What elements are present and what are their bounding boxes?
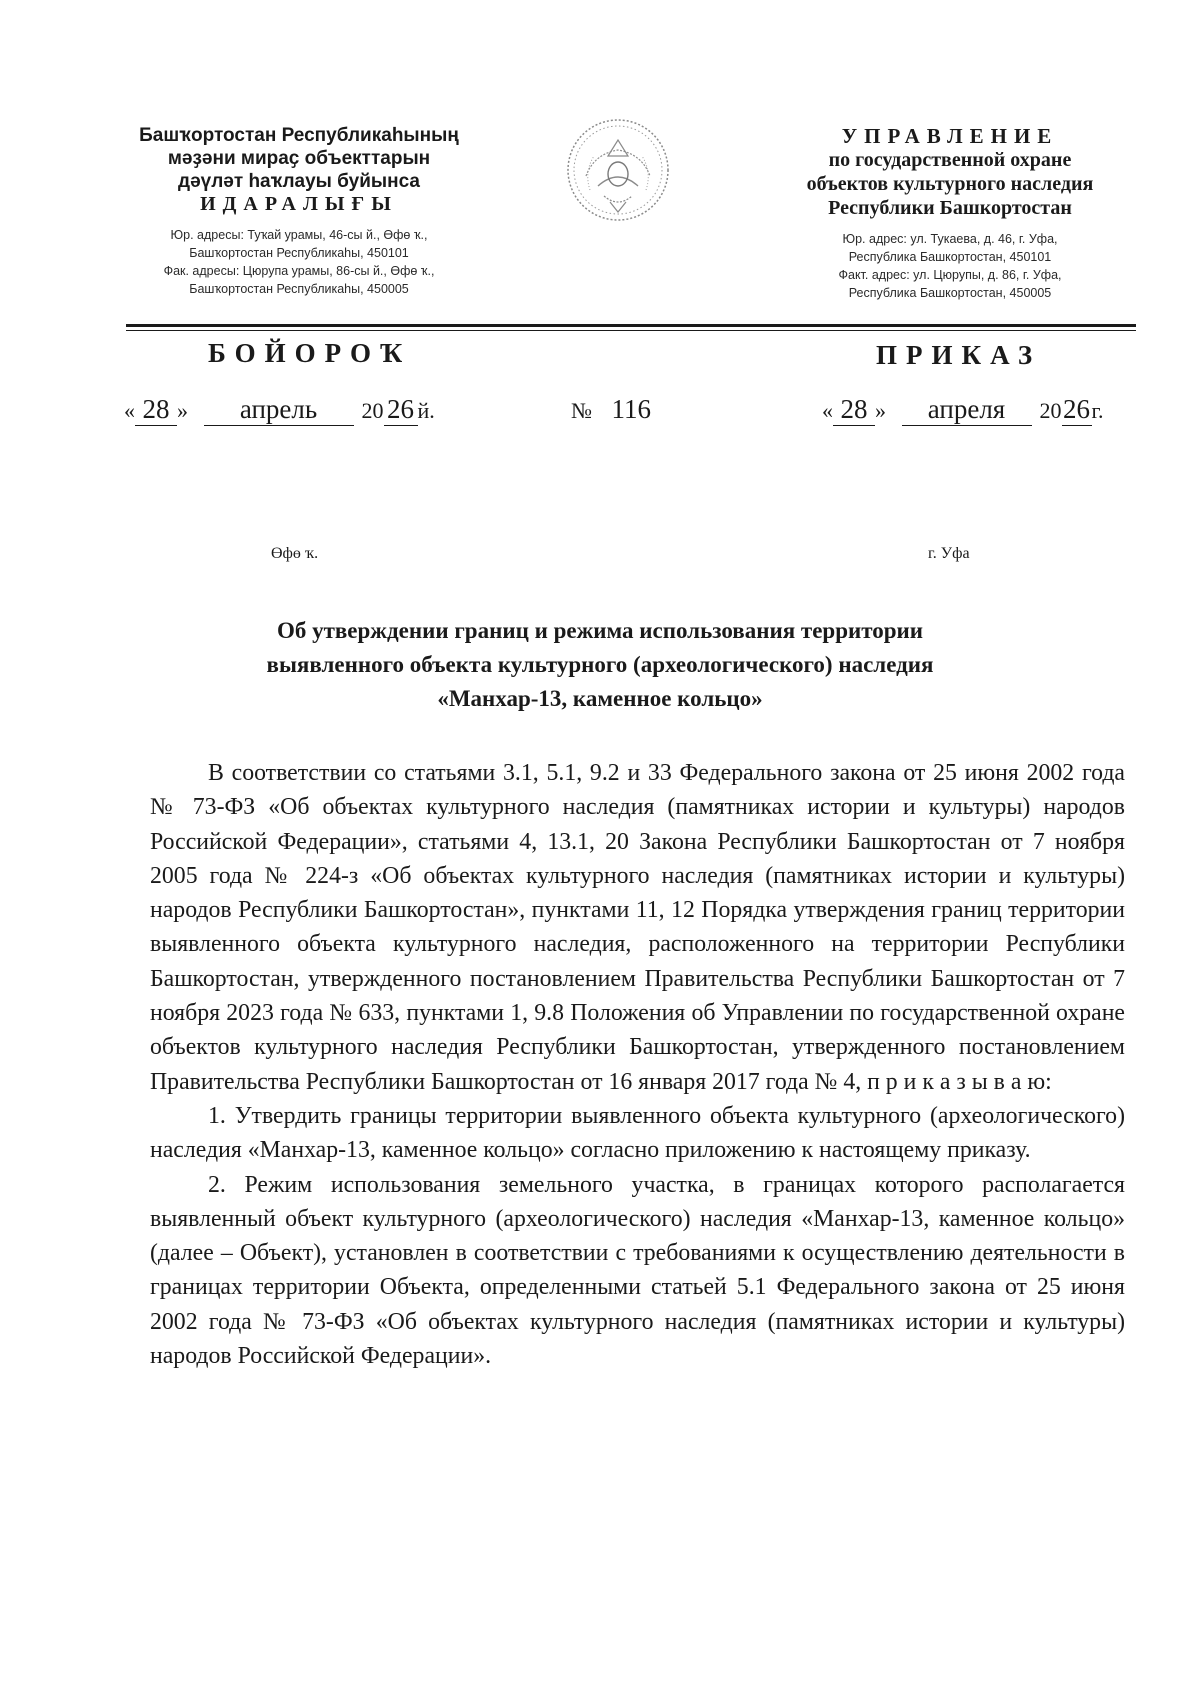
order-title-line-3: «Манхар-13, каменное кольцо» [437,686,763,711]
date-left [124,394,435,426]
date-left-year-suffix: 26 [384,394,418,426]
date-left-day: 28 [135,394,177,426]
header-separator-thin [126,330,1136,331]
right-header [768,124,1132,302]
left-header-title: ИДАРАЛЫҒЫ [200,193,398,215]
right-header-title: УПРАВЛЕНИЕ [841,124,1059,148]
doc-type-bashkir: БОЙОРОҠ [208,338,412,368]
left-address-line-2: Башҡортостан Республикаһы, 450101 [189,246,409,260]
coat-of-arms-icon [564,116,672,224]
date-right-month: апреля [902,394,1032,426]
order-title-line-1: Об утверждении границ и режима использования территории [276,618,924,643]
body-paragraph-item-1: 1. Утвердить границы территории выявленного объекта культурного (археологического) наследия «Манхар-13, каменное кольцо» согласно приложению к настоящему приказу. [150,1102,1125,1164]
date-right [822,394,1104,426]
date-right-day: 28 [833,394,875,426]
doc-type-russian: ПРИКАЗ [876,340,1042,370]
city-right: г. Уфа [928,545,970,562]
left-header-line-3: дәүләт һаҡлауы буйынса [178,171,420,192]
right-address-line-3: Факт. адрес: ул. Цюрупы, д. 86, г. Уфа, [838,268,1062,282]
left-address-line-1: Юр. адресы: Туҡай урамы, 46-сы й., Өфө ҡ., [170,228,428,242]
date-right-year-prefix: 20 [1039,398,1062,423]
date-left-suffix: й. [417,398,435,423]
order-title [140,614,1060,716]
date-right-suffix: г. [1091,398,1104,423]
header-separator-thick [126,324,1136,327]
date-left-year-prefix: 20 [361,398,384,423]
left-header [118,124,480,298]
left-address-line-4: Башҡортостан Республикаһы, 450005 [189,282,409,296]
date-right-year-suffix: 26 [1063,394,1090,424]
left-address-line-3: Фак. адресы: Цюрупа урамы, 86-сы й., Өфө ҡ., [163,264,435,278]
left-header-line-1: Башҡортостан Республикаһының [139,125,459,146]
right-header-line-2: по государственной охране [828,149,1072,171]
order-number [571,394,651,425]
body-paragraph-preamble: В соответствии со статьями 3.1, 5.1, 9.2 и 33 Федерального закона от 25 июня 2002 года № 73-ФЗ «Об объектах культурного наследия (памятниках истории и культуры) народов Российской Федерации», статьями 4, 13.1, 20 Закона Республики Башкортостан от 7 ноября 2005 года № 224-з «Об объектах культурного наследия (памятниках истории и культуры) народов Республики Башкортостан», пунктами 11, 12 Порядка утверждения границ территории выявленного объекта культурного наследия, расположенного на территории Республики Башкортостан, утвержденного постановлением Правительства Республики Башкортостан от 7 ноября 2023 года № 633, пунктами 1, 9.8 Положения об Управлении по государственной охране объектов культурного наследия Республики Башкортостан, утвержденного постановлением Правительства Республики Башкортостан от 16 января 2017 года № 4, п р и к а з ы в а ю: [150,760,1125,1095]
order-title-line-2: выявленного объекта культурного (археологического) наследия [266,652,934,677]
right-address-line-1: Юр. адрес: ул. Тукаева, д. 46, г. Уфа, [842,232,1058,246]
right-address-line-2: Республика Башкортостан, 450101 [848,250,1052,264]
date-left-open-quote: « [124,398,135,423]
order-number-label: № [571,398,592,423]
city-left: Өфө ҡ. [271,545,319,562]
date-left-month: апрель [204,394,354,426]
right-header-line-4: Республики Башкортостан [828,197,1072,219]
date-right-open-quote: « [822,398,833,423]
right-header-line-3: объектов культурного наследия [806,173,1094,195]
date-right-close-quote: » [875,398,886,423]
order-body [150,756,1125,1373]
left-header-line-2: мәҙәни мираҫ объекттарын [167,148,431,169]
right-address-line-4: Республика Башкортостан, 450005 [848,286,1052,300]
order-number-value: 116 [611,394,651,424]
date-left-close-quote: » [177,398,188,423]
body-paragraph-item-2: 2. Режим использования земельного участка, в границах которого располагается выявленный объект культурного (археологического) наследия «Манхар-13, каменное кольцо» (далее – Объект), установлен в соответствии с требованиями к осуществлению деятельности в границах территории Объекта, определенными статьей 5.1 Федерального закона от 25 июня 2002 года № 73-ФЗ «Об объектах культурного наследия (памятниках истории и культуры) народов Российской Федерации». [150,1171,1125,1370]
